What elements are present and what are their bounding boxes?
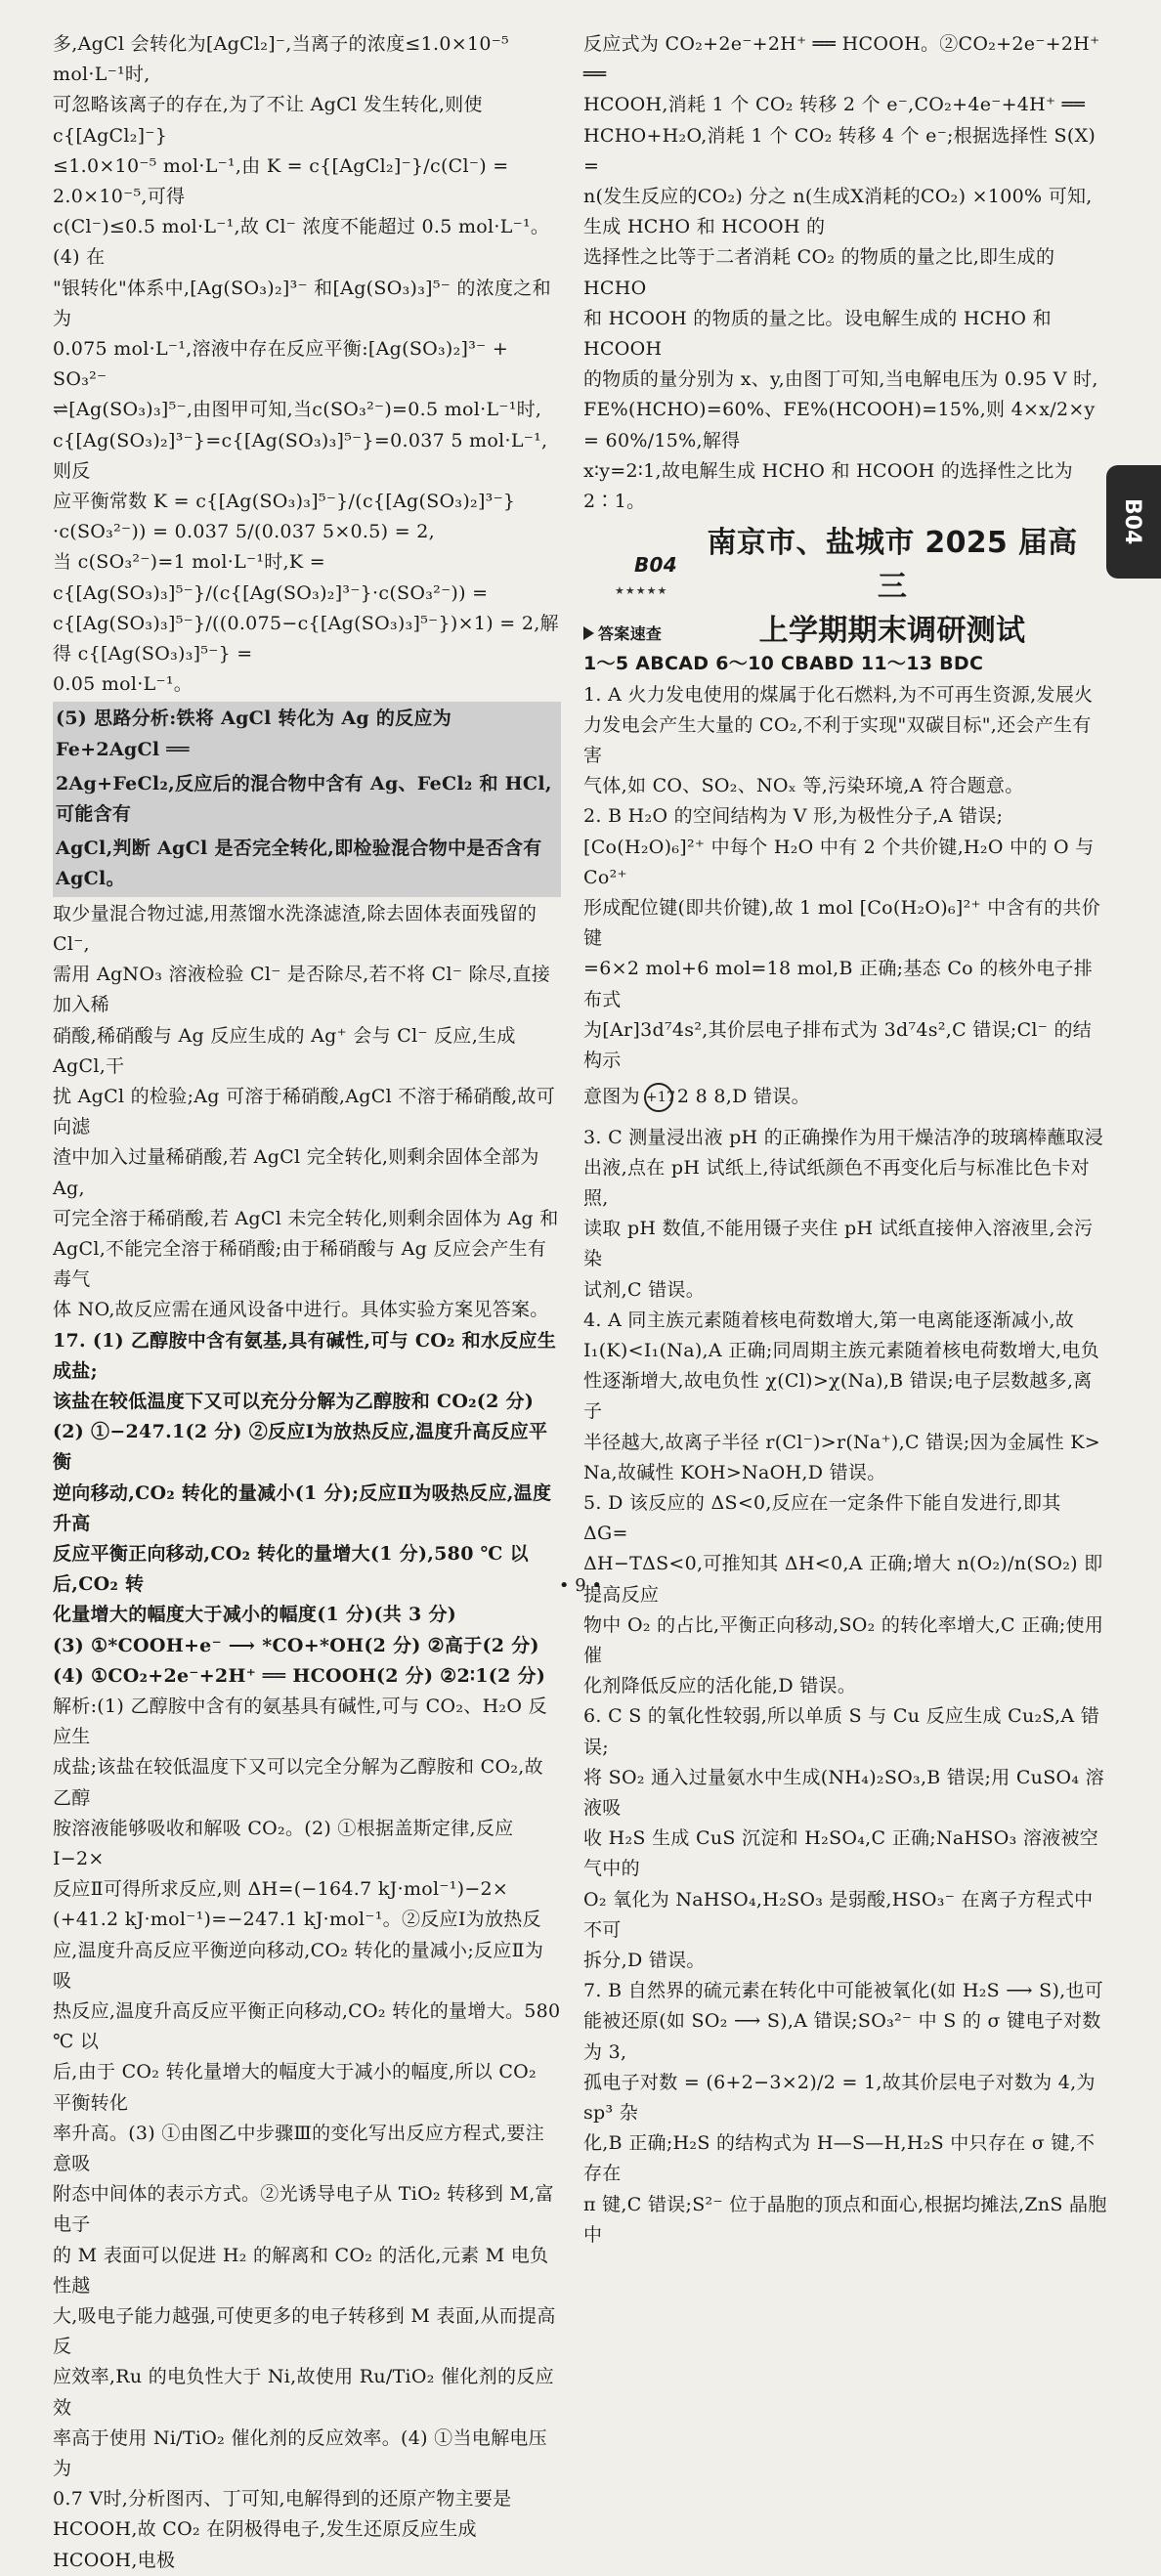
left-text-block-2 (53, 899, 561, 1326)
text-line: AgCl,判断 AgCl 是否完全转化,即检验混合物中是否含有 AgCl。 (53, 832, 561, 896)
arrow-icon (583, 626, 594, 640)
text-line: 7. B 自然界的硫元素在转化中可能被氧化(如 H₂S ⟶ S),也可 (583, 1980, 1104, 2002)
text-line: 热反应,温度升高反应平衡正向移动,CO₂ 转化的量增大。580 ℃ 以 (53, 2000, 561, 2053)
text-line: "银转化"体系中,[Ag(SO₃)₂]³⁻ 和[Ag(SO₃)₃]⁵⁻ 的浓度之和为 (53, 277, 551, 329)
page-number: • 9 • (558, 1575, 603, 1596)
text-line: 2Ag+FeCl₂,反应后的混合物中含有 Ag、FeCl₂ 和 HCl,可能含有 (53, 767, 561, 832)
text-line: c(Cl⁻)≤0.5 mol·L⁻¹,故 Cl⁻ 浓度不能超过 0.5 mol·L⁻¹。(4) 在 (53, 216, 550, 269)
text-line: =6×2 mol+6 mol=18 mol,B 正确;基态 Co 的核外电子排布式 (583, 958, 1094, 1010)
text-line: 孤电子对数 = (6+2−3×2)/2 = 1,故其价层电子对数为 4,为 sp³ 杂 (583, 2071, 1096, 2124)
text-line: 试剂,C 错误。 (583, 1278, 706, 1301)
text-line: 化量增大的幅度大于减小的幅度(1 分)(共 3 分) (53, 1604, 457, 1626)
text-line: HCOOH,故 CO₂ 在阴极得电子,发生还原反应生成 HCOOH,电极 (53, 2518, 477, 2571)
text-line: 应效率,Ru 的电负性大于 Ni,故使用 Ru/TiO₂ 催化剂的反应效 (53, 2366, 554, 2419)
text-line: π 键,C 错误;S²⁻ 位于晶胞的顶点和面心,根据均摊法,ZnS 晶胞中 (583, 2193, 1107, 2246)
text-line: 反应平衡正向移动,CO₂ 转化的量增大(1 分),580 ℃ 以后,CO₂ 转 (53, 1542, 529, 1596)
text-line: 选择性之比等于二者消耗 CO₂ 的物质的量之比,即生成的 HCHO (583, 246, 1055, 299)
text-line: 取少量混合物过滤,用蒸馏水洗涤滤渣,除去固体表面残留的 Cl⁻, (53, 902, 538, 955)
text-line: 硝酸,稀硝酸与 Ag 反应生成的 Ag⁺ 会与 Cl⁻ 反应,生成 AgCl,干 (53, 1024, 516, 1077)
text-line: 3. C 测量浸出液 pH 的正确操作为用干燥洁净的玻璃棒蘸取浸 (583, 1126, 1104, 1148)
thinking-analysis-highlight (53, 702, 561, 896)
text-line: 形成配位键(即共价键),故 1 mol [Co(H₂O)₆]²⁺ 中含有的共价键 (583, 897, 1100, 950)
text-line: 渣中加入过量稀硝酸,若 AgCl 完全转化,则剩余固体全部为 Ag, (53, 1146, 539, 1199)
text-line: (+41.2 kJ·mol⁻¹)=−247.1 kJ·mol⁻¹。②反应Ⅰ为放热反 (53, 1909, 541, 1931)
text-line: ≤1.0×10⁻⁵ mol·L⁻¹,由 K = c{[AgCl₂]⁻}/c(Cl⁻) = 2.0×10⁻⁵,可得 (53, 154, 509, 208)
left-analysis-block (53, 1692, 561, 2576)
text-line: 率高于使用 Ni/TiO₂ 催化剂的反应效率。(4) ①当电解电压为 (53, 2426, 547, 2480)
text-line: 将 SO₂ 通入过量氨水中生成(NH₄)₂SO₃,B 错误;用 CuSO₄ 溶液吸 (583, 1766, 1104, 1819)
text-line: AgCl,不能完全溶于稀硝酸;由于稀硝酸与 Ag 反应会产生有毒气 (53, 1237, 547, 1291)
text-line: 的 M 表面可以促进 H₂ 的解离和 CO₂ 的活化,元素 M 电负性越 (53, 2244, 549, 2297)
nucleus-icon: +17 (644, 1083, 673, 1112)
text-line: 该盐在较低温度下又可以充分分解为乙醇胺和 CO₂(2 分) (53, 1390, 535, 1412)
right-text-block-3 (583, 1123, 1107, 2252)
text-line: 力发电会产生大量的 CO₂,不利于实现"双碳目标",还会产生有害 (583, 713, 1092, 767)
text-line: 物中 O₂ 的占比,平衡正向移动,SO₂ 的转化率增大,C 正确;使用催 (583, 1613, 1104, 1666)
text-line: 拆分,D 错误。 (583, 1949, 706, 1971)
text-line: 多,AgCl 会转化为[AgCl₂]⁻,当离子的浓度≤1.0×10⁻⁵ mol·L⁻¹时, (53, 33, 509, 86)
text-line: 大,吸电子能力越强,可使更多的电子转移到 M 表面,从而提高反 (53, 2305, 556, 2358)
quick-answers: 1～5 ABCAD 6～10 CBABD 11～13 BDC (583, 653, 984, 675)
text-line: 收 H₂S 生成 CuS 沉淀和 H₂SO₄,C 正确;NaHSO₃ 溶液被空气中的 (583, 1827, 1099, 1880)
text-line: 胺溶液能够吸收和解吸 CO₂。(2) ①根据盖斯定律,反应Ⅰ−2× (53, 1817, 514, 1869)
text-line: (3) ①*COOH+e⁻ ⟶ *CO+*OH(2 分) ②高于(2 分) (53, 1634, 539, 1656)
text-line: 当 c(SO₃²⁻)=1 mol·L⁻¹时,K = c{[Ag(SO₃)₃]⁵⁻}/(c{[Ag(SO₃)₂]³⁻}·c(SO₃²⁻)) = (53, 551, 489, 604)
text-line: 读取 pH 数值,不能用镊子夹住 pH 试纸直接伸入溶液里,会污染 (583, 1218, 1094, 1270)
text-line: n(发生反应的CO₂) 分之 n(生成X消耗的CO₂) ×100% 可知,生成 HCHO 和 HCOOH 的 (583, 186, 1093, 238)
text-line: 应,温度升高反应平衡逆向移动,CO₂ 转化的量减小;反应Ⅱ为吸 (53, 1939, 544, 1992)
right-text-block-1 (583, 29, 1107, 517)
text-line: 为[Ar]3d⁷4s²,其价层电子排布式为 3d⁷4s²,C 错误;Cl⁻ 的结构示 (583, 1018, 1093, 1072)
text-line: 能被还原(如 SO₂ ⟶ S),A 错误;SO₃²⁻ 中 S 的 σ 键电子对数为 3, (583, 2010, 1101, 2063)
section-heading (707, 521, 1078, 653)
text-line: x∶y=2∶1,故电解生成 HCHO 和 HCOOH 的选择性之比为 2∶1。 (583, 459, 1073, 513)
text-line: 后,由于 CO₂ 转化量增大的幅度大于减小的幅度,所以 CO₂ 平衡转化 (53, 2061, 537, 2114)
text-line: 需用 AgNO₃ 溶液检验 Cl⁻ 是否除尽,若不将 Cl⁻ 除尽,直接加入稀 (53, 964, 551, 1016)
text-line: FE%(HCHO)=60%、FE%(HCOOH)=15%,则 4×x/2×y = 60%/15%,解得 (583, 399, 1096, 451)
text-line: 气体,如 CO、SO₂、NOₓ 等,污染环境,A 符合题意。 (583, 775, 1024, 797)
text-line: (4) ①CO₂+2e⁻+2H⁺ ══ HCOOH(2 分) ②2∶1(2 分) (53, 1664, 546, 1687)
text-line: 5. D 该反应的 ΔS<0,反应在一定条件下能自发进行,即其 ΔG= (583, 1491, 1061, 1545)
answer-17-bold (53, 1326, 561, 1692)
text-line: ΔH−TΔS<0,可推知其 ΔH<0,A 正确;增大 n(O₂)/n(SO₂) 即提高反应 (583, 1553, 1103, 1606)
text-line: ⇌[Ag(SO₃)₃]⁵⁻,由图甲可知,当c(SO₃²⁻)=0.5 mol·L⁻¹时, (53, 399, 542, 421)
text-line: O₂ 氧化为 NaHSO₄,H₂SO₃ 是弱酸,HSO₃⁻ 在离子方程式中不可 (583, 1888, 1094, 1941)
text-line: 出液,点在 pH 试纸上,待试纸颜色不再变化后与标准比色卡对照, (583, 1156, 1090, 1209)
text-line: 0.075 mol·L⁻¹,溶液中存在反应平衡:[Ag(SO₃)₂]³⁻ + SO₃²⁻ (53, 338, 509, 391)
text-line: c{[Ag(SO₃)₂]³⁻}=c{[Ag(SO₃)₃]⁵⁻}=0.037 5 mol·L⁻¹,则反 (53, 429, 548, 482)
text-line: 化剂降低反应的活化能,D 错误。 (583, 1675, 857, 1697)
text-line: 反应式为 CO₂+2e⁻+2H⁺ ══ HCOOH。②CO₂+2e⁻+2H⁺ ══ (583, 33, 1100, 86)
text-line: 化,B 正确;H₂S 的结构式为 H—S—H,H₂S 中只存在 σ 键,不存在 (583, 2132, 1096, 2185)
text-line: (2) ①−247.1(2 分) ②反应Ⅰ为放热反应,温度升高反应平衡 (53, 1421, 548, 1474)
text-line: 可忽略该离子的存在,为了不让 AgCl 发生转化,则使c{[AgCl₂]⁻} (53, 94, 483, 147)
text-line: 2. B H₂O 的空间结构为 V 形,为极性分子,A 错误; (583, 805, 1004, 828)
text-line: I₁(K)<I₁(Na),A 正确;同周期主族元素随着核电荷数增大,电负 (583, 1339, 1100, 1361)
right-text-block-2 (583, 680, 1107, 1077)
section-code: B04 (634, 553, 677, 578)
text-line: 4. A 同主族元素随着核电荷数增大,第一电离能逐渐减小,故 (583, 1309, 1075, 1331)
text-line: 可完全溶于稀硝酸,若 AgCl 未完全转化,则剩余固体为 Ag 和 (53, 1207, 559, 1229)
text-line: 17. (1) 乙醇胺中含有氨基,具有碱性,可与 CO₂ 和水反应生成盐; (53, 1329, 557, 1382)
text-line: 1. A 火力发电使用的煤属于化石燃料,为不可再生资源,发展火 (583, 683, 1094, 706)
text-line: 的物质的量分别为 x、y,由图丁可知,当电解电压为 0.95 V 时, (583, 368, 1098, 391)
text-line: Na,故碱性 KOH>NaOH,D 错误。 (583, 1461, 886, 1483)
text-line: 成盐;该盐在较低温度下又可以完全分解为乙醇胺和 CO₂,故乙醇 (53, 1756, 543, 1809)
text-line: 率升高。(3) ①由图乙中步骤Ⅲ的变化写出反应方程式,要注意吸 (53, 2122, 545, 2175)
text-line: 0.7 V时,分析图丙、丁可知,电解得到的还原产物主要是 (53, 2488, 512, 2511)
text-line: 逆向移动,CO₂ 转化的量减小(1 分);反应Ⅱ为吸热反应,温度升高 (53, 1481, 552, 1534)
text-line: 附态中间体的表示方式。②光诱导电子从 TiO₂ 转移到 M,富电子 (53, 2183, 554, 2236)
text-line: [Co(H₂O)₆]²⁺ 中每个 H₂O 中有 2 个共价键,H₂O 中的 O 与 Co²⁺ (583, 836, 1095, 888)
text-line: c{[Ag(SO₃)₃]⁵⁻}/((0.075−c{[Ag(SO₃)₃]⁵⁻})×1) = 2,解得 c{[Ag(SO₃)₃]⁵⁻} = (53, 612, 559, 665)
title-line-2: 上学期期末调研测试 (758, 614, 1026, 649)
text-line: 0.05 mol·L⁻¹。 (53, 673, 194, 696)
text-line: 扰 AgCl 的检验;Ag 可溶于稀硝酸,AgCl 不溶于稀硝酸,故可向滤 (53, 1085, 556, 1138)
text-line: 性逐渐增大,故电负性 χ(Cl)>χ(Na),B 错误;电子层数越多,离子 (583, 1370, 1093, 1423)
electron-shells: 2 8 8 (676, 1086, 726, 1108)
left-column (53, 29, 561, 2576)
text-line: 反应Ⅱ可得所求反应,则 ΔH=(−164.7 kJ·mol⁻¹)−2× (53, 1878, 509, 1901)
text-line: 和 HCOOH 的物质的量之比。设电解生成的 HCHO 和 HCOOH (583, 307, 1052, 361)
answer-header: 答案速查 (583, 619, 1107, 649)
right-column (583, 29, 1107, 2251)
atom-diagram-line: 意图为 +172 8 8,D 错误。 (583, 1082, 1107, 1112)
title-line-1: 南京市、盐城市 2025 届高三 (707, 526, 1078, 605)
stars-decoration: ★★★★★ (615, 584, 668, 598)
side-tab: B04 (1106, 465, 1161, 579)
text-line: 半径越大,故离子半径 r(Cl⁻)>r(Na⁺),C 错误;因为金属性 K> (583, 1431, 1101, 1453)
text-line: HCHO+H₂O,消耗 1 个 CO₂ 转移 4 个 e⁻;根据选择性 S(X) = (583, 124, 1096, 177)
text-line: HCOOH,消耗 1 个 CO₂ 转移 2 个 e⁻,CO₂+4e⁻+4H⁺ ══ (583, 94, 1086, 116)
text-line: (5) 思路分析:铁将 AgCl 转化为 Ag 的反应为 Fe+2AgCl ══ (53, 702, 561, 766)
left-text-block-1 (53, 29, 561, 700)
text-line: 应平衡常数 K = c{[Ag(SO₃)₃]⁵⁻}/(c{[Ag(SO₃)₂]³⁻}·c(SO₃²⁻)) = 0.037 5/(0.037 5×0.5) = 2, (53, 491, 516, 543)
text-line: 6. C S 的氧化性较弱,所以单质 S 与 Cu 反应生成 Cu₂S,A 错误; (583, 1705, 1100, 1758)
text-line: 体 NO,故反应需在通风设备中进行。具体实验方案见答案。 (53, 1299, 549, 1321)
text-line: 解析:(1) 乙醇胺中含有的氨基具有碱性,可与 CO₂、H₂O 反应生 (53, 1695, 547, 1748)
